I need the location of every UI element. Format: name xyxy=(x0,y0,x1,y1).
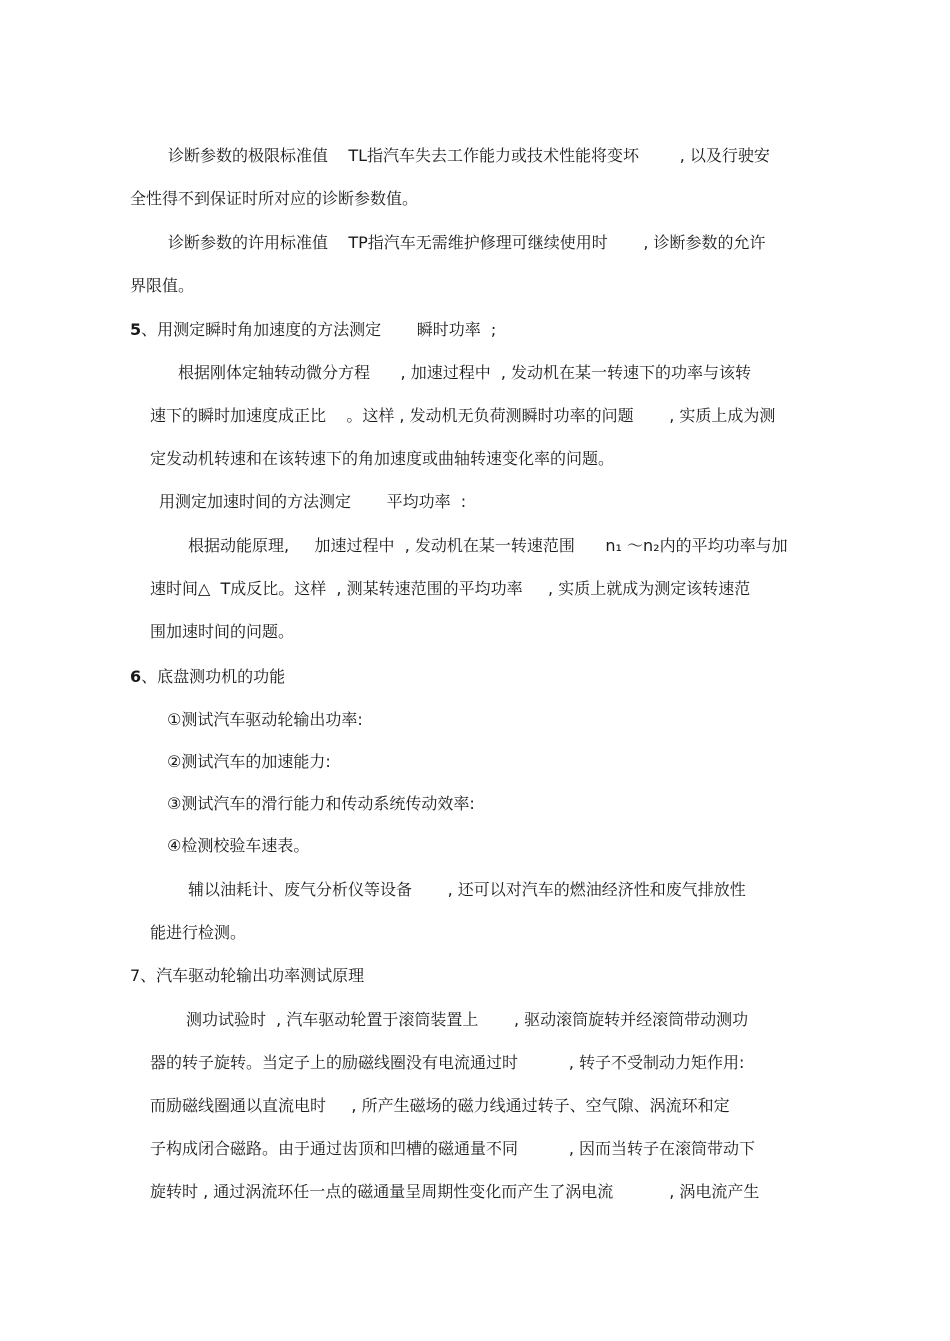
heading-6-text: 、底盘测功机的功能 xyxy=(141,667,286,686)
subheading-average-power: 用测定加速时间的方法测定 平均功率 : xyxy=(159,492,467,511)
paragraph-allowed-standard-line-1: 诊断参数的许用标准值 TP指汽车无需维护修理可继续使用时 , 诊断参数的允许 xyxy=(168,233,766,252)
heading-5 xyxy=(130,320,496,340)
list-item-2: ②测试汽车的加速能力: xyxy=(167,752,331,771)
heading-6 xyxy=(130,667,285,687)
paragraph-principle-line-4: 子构成闭合磁路。由于通过齿顶和凹槽的磁通量不同 , 因而当转子在滚筒带动下 xyxy=(150,1139,756,1158)
heading-7: 7、汽车驱动轮输出功率测试原理 xyxy=(130,966,365,985)
paragraph-principle-line-3: 而励磁线圈通以直流电时 , 所产生磁场的磁力线通过转子、空气隙、涡流环和定 xyxy=(150,1096,730,1115)
heading-5-number: 5 xyxy=(130,320,142,339)
paragraph-limit-standard-line-1: 诊断参数的极限标准值 TL指汽车失去工作能力或技术性能将变坏 , 以及行驶安 xyxy=(168,146,770,165)
paragraph-instant-power-line-3: 定发动机转速和在该转速下的角加速度或曲轴转速变化率的问题。 xyxy=(150,449,615,468)
list-item-4: ④检测校验车速表。 xyxy=(167,836,310,855)
paragraph-instant-power-line-2: 速下的瞬时加速度成正比 。这样 , 发动机无负荷测瞬时功率的问题 , 实质上成为测 xyxy=(150,406,776,425)
paragraph-average-power-line-2: 速时间△ T成反比。这样 , 测某转速范围的平均功率 , 实质上就成为测定该转速范 xyxy=(150,579,751,598)
heading-5-text: 、用测定瞬时角加速度的方法测定 瞬时功率 ; xyxy=(141,320,497,339)
paragraph-average-power-line-1: 根据动能原理, 加速过程中 , 发动机在某一转速范围 n₁ ～n₂内的平均功率与加 xyxy=(188,536,788,555)
paragraph-principle-line-5: 旋转时 , 通过涡流环任一点的磁通量呈周期性变化而产生了涡电流 , 涡电流产生 xyxy=(150,1182,760,1201)
paragraph-instant-power-line-1: 根据刚体定轴转动微分方程 , 加速过程中 , 发动机在某一转速下的功率与该转 xyxy=(178,363,752,382)
list-item-1: ①测试汽车驱动轮输出功率: xyxy=(167,710,363,729)
paragraph-principle-line-2: 器的转子旋转。当定子上的励磁线圈没有电流通过时 , 转子不受制动力矩作用: xyxy=(150,1053,745,1072)
list-item-3: ③测试汽车的滑行能力和传动系统传动效率: xyxy=(167,794,475,813)
paragraph-limit-standard-line-2: 全性得不到保证时所对应的诊断参数值。 xyxy=(130,189,419,208)
paragraph-average-power-line-3: 围加速时间的问题。 xyxy=(150,622,295,641)
heading-6-number: 6 xyxy=(130,667,142,686)
paragraph-auxiliary-line-2: 能进行检测。 xyxy=(150,923,247,942)
paragraph-principle-line-1: 测功试验时 , 汽车驱动轮置于滚筒装置上 , 驱动滚筒旋转并经滚筒带动测功 xyxy=(186,1010,749,1029)
paragraph-auxiliary-line-1: 辅以油耗计、废气分析仪等设备 , 还可以对汽车的燃油经济性和废气排放性 xyxy=(188,880,746,899)
paragraph-allowed-standard-line-2: 界限值。 xyxy=(130,276,195,295)
